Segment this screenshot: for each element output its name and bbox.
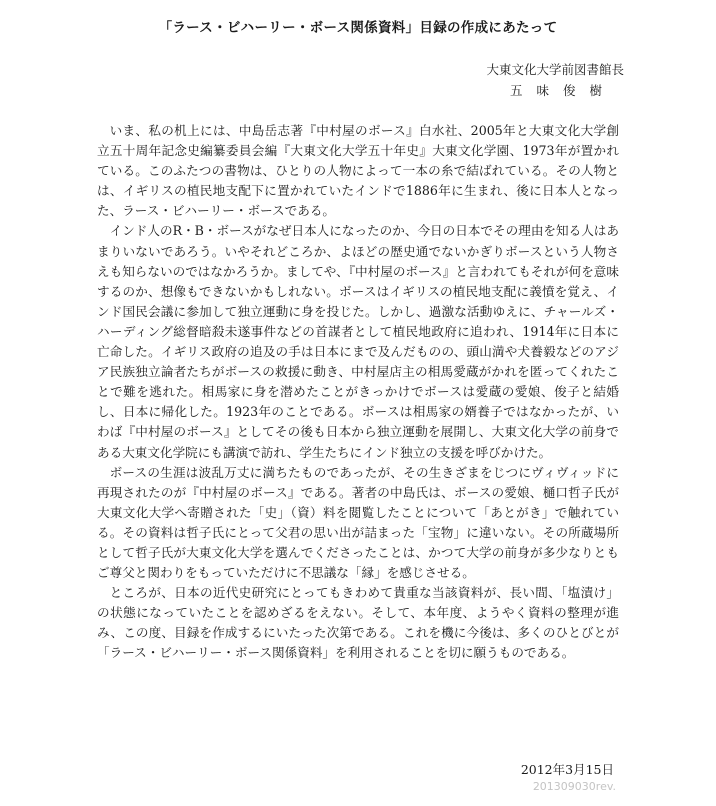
body-paragraph: インド人のR・B・ボースがなぜ日本人になったのか、今日の日本でその理由を知る人はあまりいないであろう。いやそれどころか、よほどの歴史通でないかぎりボースという人物さえも知らないのではなかろうか。ましてや、『中村屋のボース』と言われてもそれが何を意味するのか、想像もできないかもしれない。ボースはイギリスの植民地支配に義憤を覚え、インド国民会議に参加して独立運動に身を投じた。しかし、過激な活動ゆえに、チャールズ・ハーディング総督暗殺未遂事件などの首謀者として植民地政府に追われ、1914年に日本に亡命した。イギリス政府の追及の手は日本にまで及んだものの、頭山満や犬養毅などのアジア民族独立論者たちがボースの救援に動き、中村屋店主の相馬愛蔵がかれを匿ってくれたことで難を逃れた。相馬家に身を潜めたことがきっかけでボースは愛蔵の愛娘、俊子と結婚し、日本に帰化した。1923年のことである。ボースは相馬家の婿養子ではなかったが、いわば『中村屋のボース』としてその後も日本から独立運動を展開し、大東文化大学の前身である大東文化学院にも講演で訪れ、学生たちにインド独立の支援を呼びかけた。 bbox=[97, 223, 619, 460]
body-paragraph: ボースの生涯は波乱万丈に満ちたものであったが、その生きざまをじつにヴィヴィッドに再現されたのが『中村屋のボース』である。著者の中島氏は、ボースの愛娘、樋口哲子氏が大東文化大学へ寄贈された「史」（資）料を閲覧したことについて「あとがき」で触れている。その資料は哲子氏にとって父君の思い出が詰まった「宝物」に違いない。その所蔵場所として哲子氏が大東文化大学を選んでくださったことは、かつて大学の前身が多少なりともご尊父と関わりをもっていただけに不思議な「縁」を感じさせる。 bbox=[97, 464, 619, 581]
revision-stamp: 201309030rev. bbox=[532, 780, 616, 793]
body-paragraph: いま、私の机上には、中島岳志著『中村屋のボース』白水社、2005年と大東文化大学創立五十周年記念史編纂委員会編『大東文化大学五十年史』大東文化学園、1973年が置かれている。このふたつの書物は、ひとりの人物によって一本の糸で結ばれている。その人物とは、イギリスの植民地支配下に置かれていたインドで1886年に生まれ、後に日本人となった、ラース・ビハーリー・ボースである。 bbox=[97, 123, 619, 219]
document-date: 2012年3月15日 bbox=[520, 762, 614, 777]
document-body bbox=[97, 121, 619, 664]
body-paragraph: ところが、日本の近代史研究にとってもきわめて貴重な当該資料が、長い間、「塩漬け」の状態になっていたことを認めざるをえない。そして、本年度、ようやく資料の整理が進み、この度、目録を作成するにいたった次第である。これを機に今後は、多くのひとびとが「ラース・ビハーリー・ボース関係資料」を利用されることを切に願うものである。 bbox=[97, 585, 619, 661]
document-title: 「ラース・ビハーリー・ボース関係資料」目録の作成にあたって bbox=[158, 20, 558, 36]
author-name: 五味俊樹 bbox=[509, 83, 616, 98]
author-affiliation: 大東文化大学前図書館長 bbox=[486, 62, 624, 77]
